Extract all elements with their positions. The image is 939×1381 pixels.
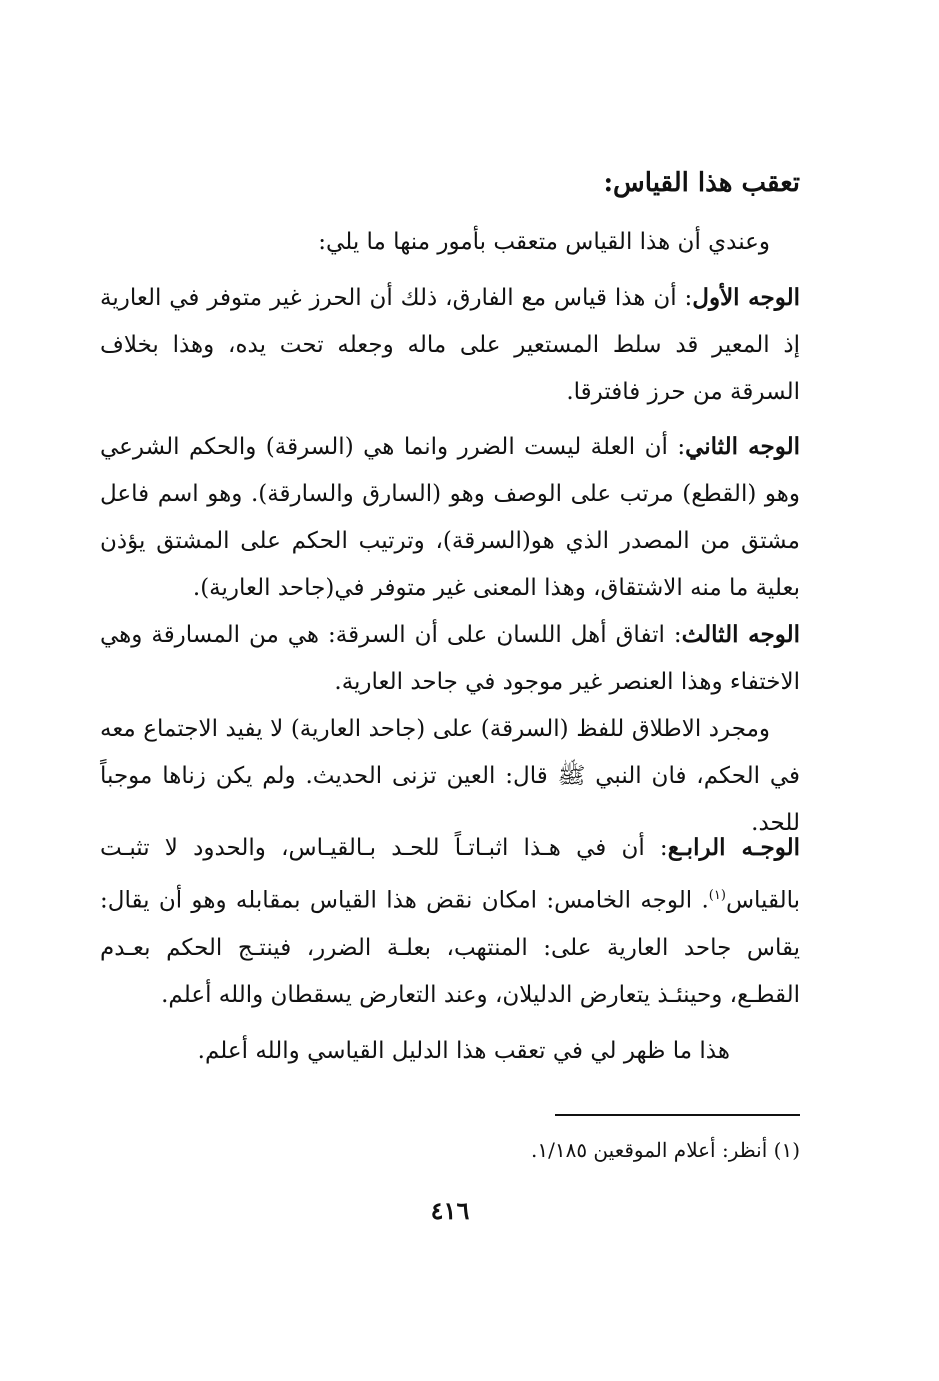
- second-aspect-lead: الوجه الثاني: [685, 433, 801, 460]
- third-aspect-text: : اتفاق أهل اللسان على أن السرقة: هي من المسارقة وهي الاختفاء وهذا العنصر غير موجود في جاحد العارية.: [100, 622, 800, 695]
- first-aspect-text: : أن هذا قياس مع الفارق، ذلك أن الحرز غير متوفر في العارية إذ المعير قد سلط المستعير على ماله وجعله تحت يده، وهذا بخلاف السرقة من حرز فافترقا.: [100, 285, 800, 405]
- page-number: ٤١٦: [430, 1196, 470, 1225]
- note-paragraph: ومجرد الاطلاق للفظ (السرقة) على (جاحد العارية) لا يفيد الاجتماع معه في الحكم، فان النبي ﷺ قال: العين تزنى الحديث. ولم يكن زناها موجباً للحد.: [100, 716, 800, 836]
- third-aspect-paragraph: [100, 611, 800, 706]
- second-aspect-text: : أن العلة ليست الضرر وانما هي (السرقة) والحكم الشرعي وهو (القطع) مرتب على الوصف وهو (السارق والسارقة). وهو اسم فاعل مشتق من المصدر الذي هو(السرقة)، وترتيب الحكم على المشتق يؤذن بعلية ما منه الاشتقاق، وهذا المعنى غير متوفر في(جاحد العارية).: [100, 434, 800, 601]
- fourth-aspect-text-a: : أن في هـذا اثبـاتـاً للحـد بـالقيـاس، والحدود لا تثبـت بالقياس: [100, 835, 801, 914]
- footnote-divider: [555, 1114, 800, 1116]
- footnote-reference-mark: (١): [708, 888, 726, 903]
- first-aspect-paragraph: [100, 274, 800, 416]
- closing-paragraph: هذا ما ظهر لي في تعقب هذا الدليل القياسي والله أعلم.: [197, 1038, 730, 1064]
- section-heading: تعقب هذا القياس:: [603, 168, 800, 198]
- third-aspect-lead: الوجه الثالث: [681, 621, 800, 648]
- fourth-aspect-text-b: . الوجه الخامس: امكان نقض هذا القياس بمقابله وهو أن يقال: يقاس جاحد العارية على: المنتهب، بعلـة الضرر، فينتـج الحكم بعـدم القطـع، وحينئـذ يتعارض الدليلان، وعند التعارض يسقطان والله أعلم.: [100, 887, 800, 1008]
- fourth-aspect-lead: الوجـه الرابـع: [667, 834, 801, 861]
- second-aspect-paragraph: [100, 423, 800, 612]
- intro-paragraph: وعندي أن هذا القياس متعقب بأمور منها ما يلي:: [318, 229, 770, 255]
- footnote: (١) أنظر: أعلام الموقعين ١/١٨٥.: [531, 1138, 800, 1162]
- fourth-aspect-paragraph: [100, 824, 800, 1019]
- first-aspect-lead: الوجه الأول: [692, 284, 800, 311]
- book-page: [100, 0, 800, 1381]
